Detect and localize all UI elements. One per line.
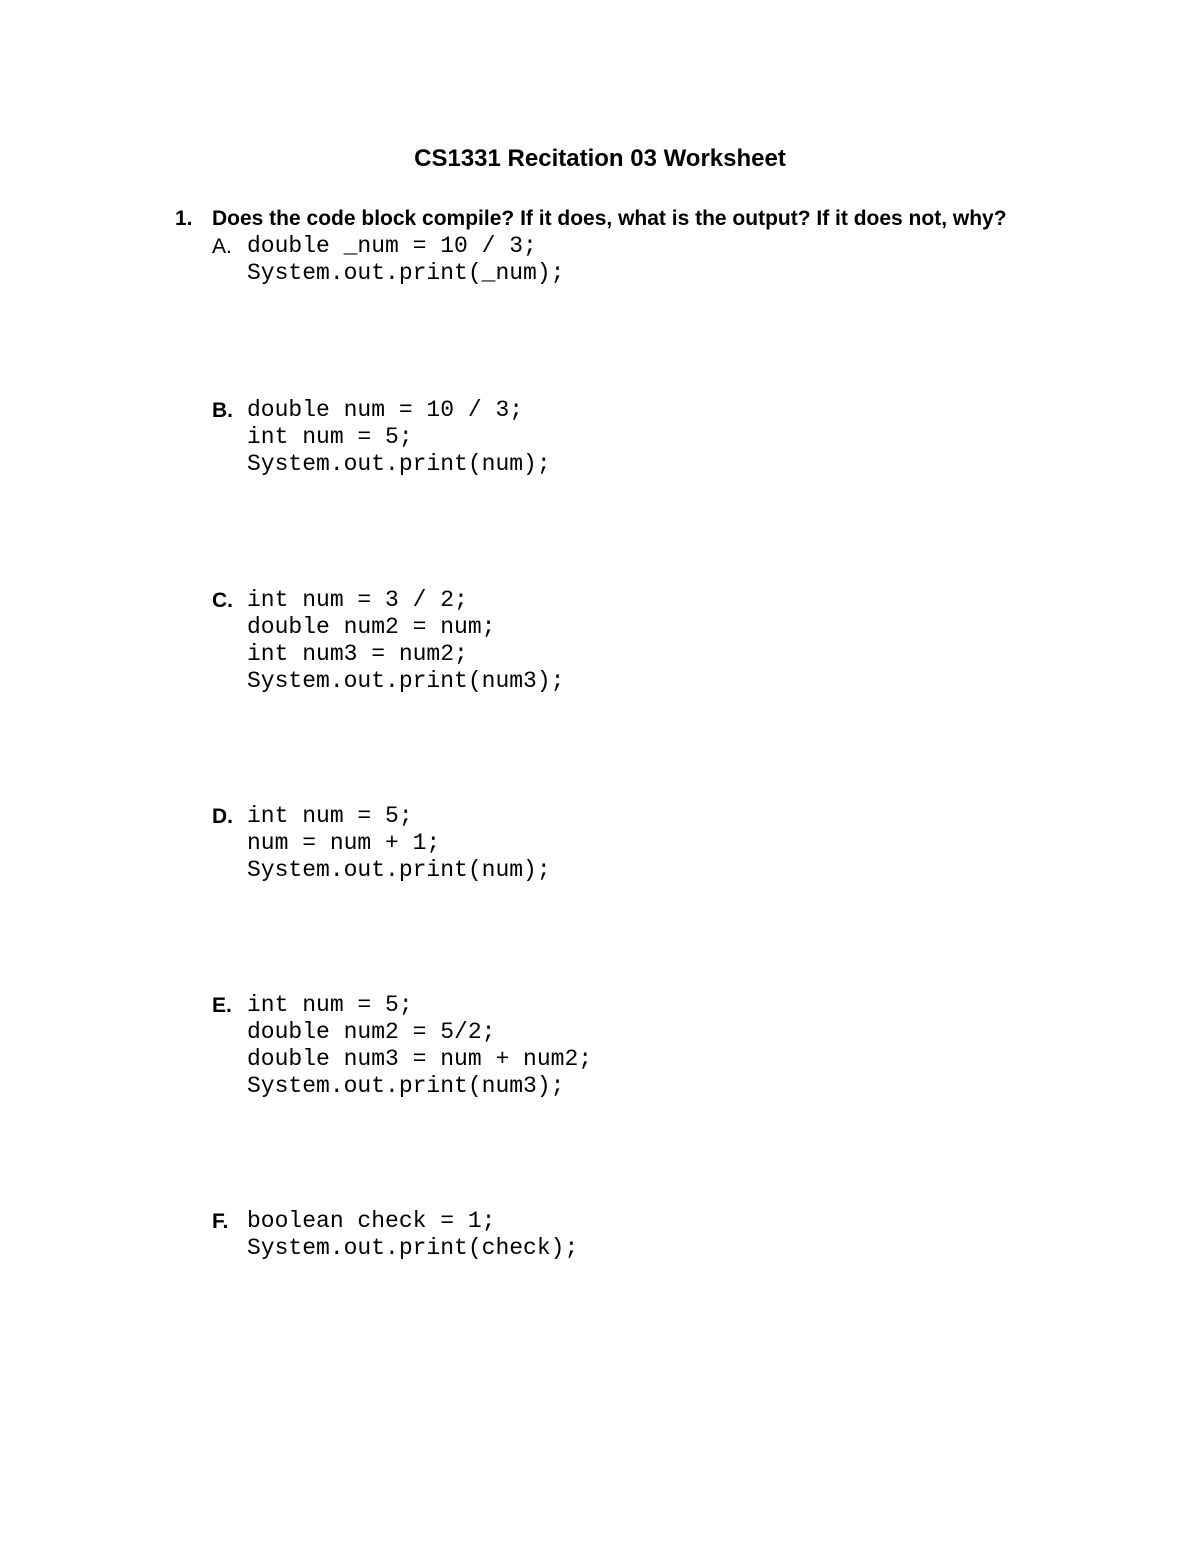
part-label: A. bbox=[212, 235, 232, 258]
part-label: D. bbox=[212, 805, 233, 828]
part-label: F. bbox=[212, 1210, 229, 1233]
part-label: E. bbox=[212, 994, 232, 1017]
code-block: int num = 5; num = num + 1; System.out.print(num); bbox=[247, 803, 551, 883]
code-block: boolean check = 1; System.out.print(check); bbox=[247, 1208, 579, 1261]
code-block: int num = 3 / 2; double num2 = num; int num3 = num2; System.out.print(num3); bbox=[247, 587, 565, 694]
code-block: double _num = 10 / 3; System.out.print(_num); bbox=[247, 233, 565, 286]
code-block: double num = 10 / 3; int num = 5; System.out.print(num); bbox=[247, 397, 551, 477]
part-label: B. bbox=[212, 399, 233, 422]
worksheet-title: CS1331 Recitation 03 Worksheet bbox=[414, 145, 786, 172]
question-number: 1. bbox=[175, 207, 193, 230]
question-text: Does the code block compile? If it does, what is the output? If it does not, why? bbox=[212, 207, 1007, 230]
part-label: C. bbox=[212, 589, 233, 612]
code-block: int num = 5; double num2 = 5/2; double num3 = num + num2; System.out.print(num3); bbox=[247, 992, 593, 1099]
